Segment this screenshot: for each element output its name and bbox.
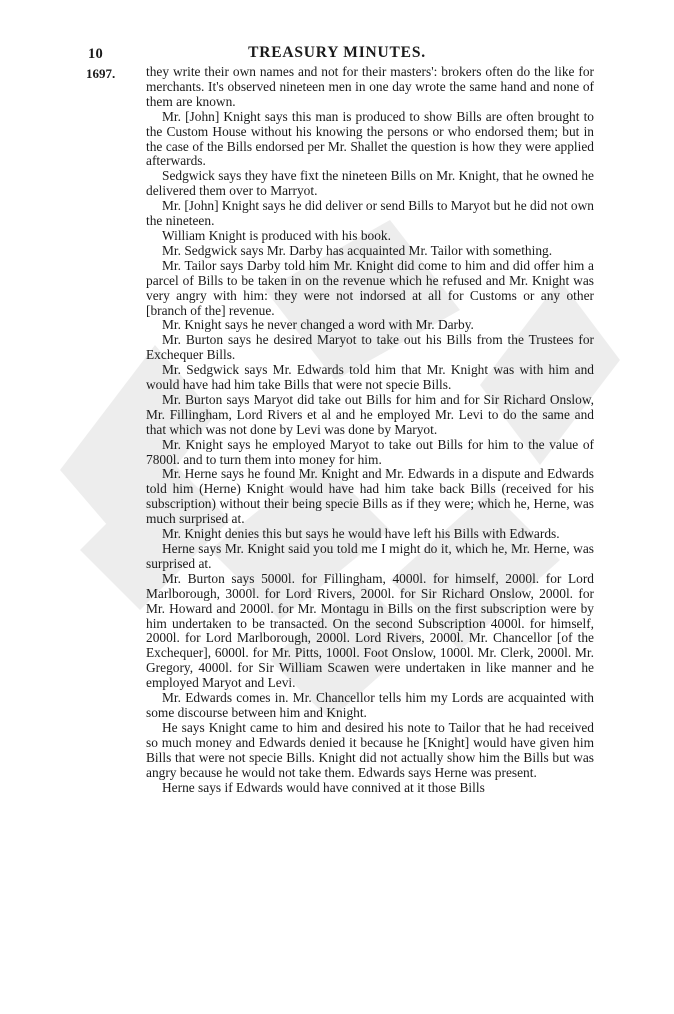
paragraph: Mr. Tailor says Darby told him Mr. Knight did come to him and did offer him a parcel of Bills to be taken in on the revenue which he refused and Mr. Knight was very angry with him: they were not indorsed at all for Customs or any other [branch of the] revenue. — [146, 257, 594, 318]
paragraph: Mr. Knight denies this but says he would have left his Bills with Edwards. — [162, 526, 560, 542]
paragraph: Mr. [John] Knight says this man is produced to show Bills are often brought to the Custom House without his knowing the persons or who endorsed them; but in the case of the Bills endorsed per Mr. Shallet the question is how they were applied afterwards. — [146, 108, 594, 169]
page-number: 10 — [88, 46, 104, 62]
paragraph: Mr. Burton says he desired Maryot to take out his Bills from the Trustees for Exchequer Bills. — [146, 332, 594, 363]
paragraph: Mr. Knight says he employed Maryot to take out Bills for him to the value of 7800l. and to turn them into money for him. — [146, 436, 594, 467]
margin-year: 1697. — [86, 66, 116, 81]
paragraph: Mr. Sedgwick says Mr. Darby has acquainted Mr. Tailor with something. — [162, 242, 553, 258]
paragraph: Mr. [John] Knight says he did deliver or send Bills to Maryot but he did not own the nineteen. — [146, 198, 594, 229]
paragraph: Mr. Burton says Maryot did take out Bills for him and for Sir Richard Onslow, Mr. Fillingham, Lord Rivers et al and he employed Mr. Levi to do the same and that which was not done by Levi was done by Maryot. — [146, 391, 594, 437]
paragraph: He says Knight came to him and desired his note to Tailor that he had received so much money and Edwards denied it because he [Knight] would have given him Bills that were not specie Bills. Knight did not actually show him the Bills but was angry because he would not take them. Edwards says Herne was present. — [146, 719, 594, 780]
paragraph: Mr. Knight says he never changed a word with Mr. Darby. — [162, 317, 474, 333]
paragraph: William Knight is produced with his book. — [162, 227, 391, 243]
paragraph: Mr. Burton says 5000l. for Fillingham, 4000l. for himself, 2000l. for Lord Marlborough, 3000l. for Lord Rivers, 2000l. for Sir Richard Onslow, 2000l. for Mr. Howard and 2000l. for Mr. Montagu in Bills on the first subscription were by him undertaken to be transacted. On the second Subscription 4000l. for himself, 2000l. for Lord Marlborough, 2000l. Lord Rivers, 2000l. Mr. Chancellor [of the Exchequer], 6000l. for Mr. Pitts, 1000l. Foot Onslow, 1000l. Mr. Clerk, 2000l. Mr. Gregory, 4000l. for Sir William Scawen were undertaken in like manner and he employed Maryot and Levi. — [146, 570, 594, 691]
running-title: TREASURY MINUTES. — [248, 44, 426, 61]
paragraph: they write their own names and not for their masters': brokers often do the like for merchants. It's observed nineteen men in one day wrote the same hand and none of them are known. — [146, 64, 594, 109]
paragraph: Sedgwick says they have fixt the nineteen Bills on Mr. Knight, that he owned he delivered them over to Marryot. — [146, 168, 594, 199]
paragraph: Herne says Mr. Knight said you told me I might do it, which he, Mr. Herne, was surprised at. — [146, 541, 594, 571]
paragraph: Mr. Herne says he found Mr. Knight and Mr. Edwards in a dispute and Edwards told him (Herne) Knight would have had him take back Bills (received for his subscription) without their being specie Bills as if they were; which he, Herne, was much surprised at. — [146, 466, 594, 527]
paragraph: Mr. Sedgwick says Mr. Edwards told him that Mr. Knight was with him and would have had him take Bills that were not specie Bills. — [146, 362, 594, 393]
paragraph: Mr. Edwards comes in. Mr. Chancellor tells him my Lords are acquainted with some discourse between him and Knight. — [146, 690, 594, 720]
paragraph: Herne says if Edwards would have connived at it those Bills — [162, 779, 485, 795]
body-text — [146, 65, 594, 795]
